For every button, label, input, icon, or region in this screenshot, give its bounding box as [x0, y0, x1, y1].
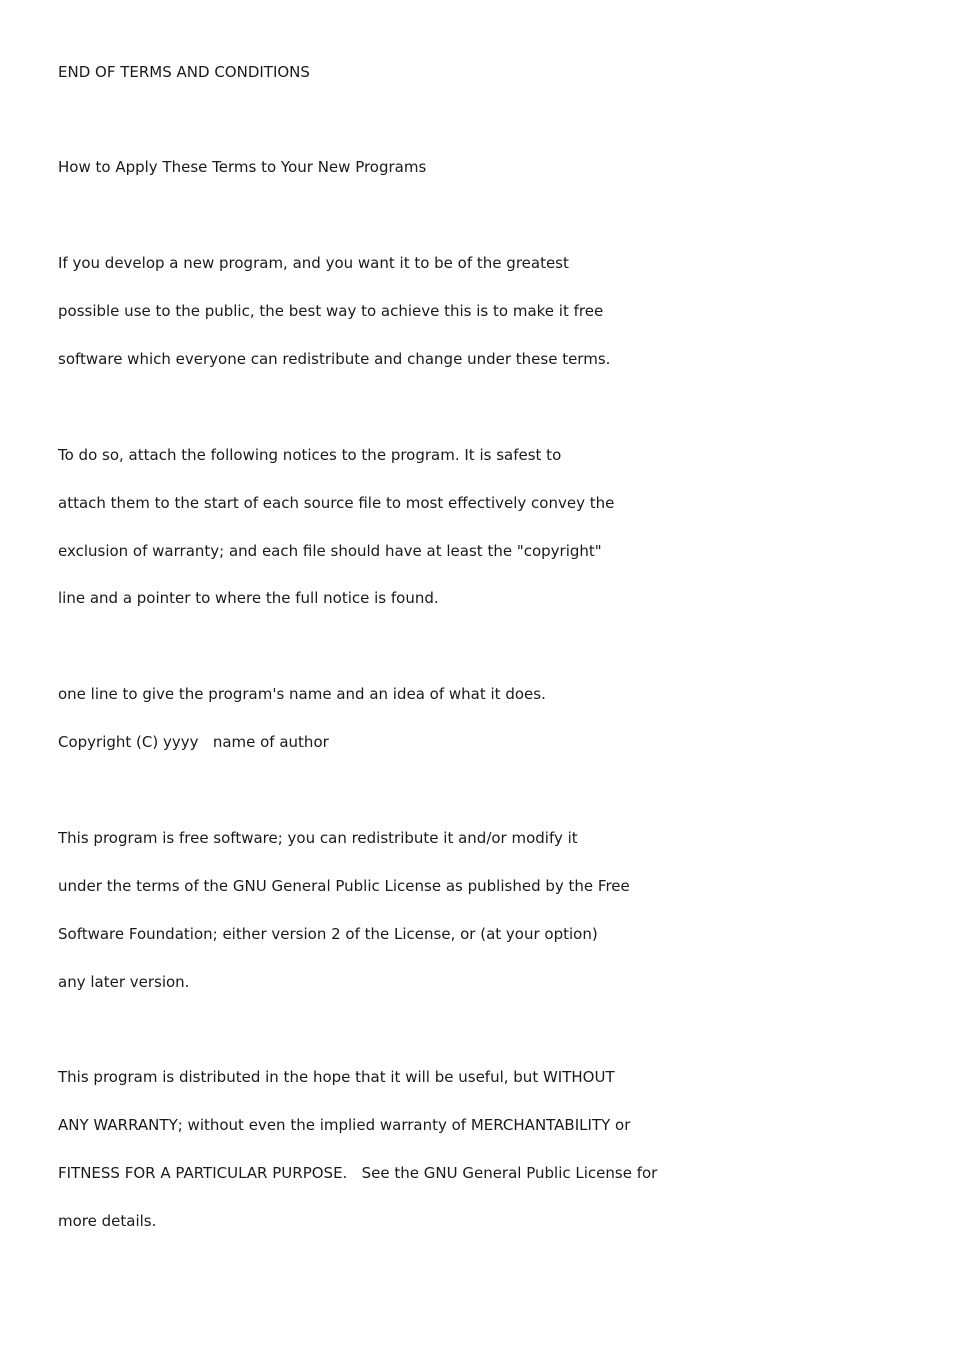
paragraph-line: This program is distributed in the hope that it will be useful, but WITHOUT	[58, 1068, 615, 1086]
paragraph-line: possible use to the public, the best way to achieve this is to make it free	[58, 302, 604, 320]
paragraph-line: Software Foundation; either version 2 of the License, or (at your option)	[58, 925, 598, 943]
paragraph-line: under the terms of the GNU General Public License as published by the Free	[58, 877, 630, 895]
notice-copyright-line: Copyright (C) yyyy name of author	[58, 733, 329, 751]
paragraph-line: more details.	[58, 1212, 157, 1230]
heading-end-of-terms: END OF TERMS AND CONDITIONS	[58, 63, 310, 81]
paragraph-line: This program is free software; you can redistribute it and/or modify it	[58, 829, 578, 847]
paragraph-line: FITNESS FOR A PARTICULAR PURPOSE. See the GNU General Public License for	[58, 1164, 658, 1182]
notice-program-name-line: one line to give the program's name and an idea of what it does.	[58, 685, 546, 703]
paragraph-line: To do so, attach the following notices to the program. It is safest to	[58, 446, 562, 464]
paragraph-line: ANY WARRANTY; without even the implied warranty of MERCHANTABILITY or	[58, 1116, 631, 1134]
paragraph-line: attach them to the start of each source file to most effectively convey the	[58, 494, 615, 512]
paragraph-line: exclusion of warranty; and each file should have at least the "copyright"	[58, 542, 602, 560]
paragraph-line: software which everyone can redistribute and change under these terms.	[58, 350, 611, 368]
heading-how-to-apply: How to Apply These Terms to Your New Programs	[58, 158, 427, 176]
paragraph-line: line and a pointer to where the full notice is found.	[58, 589, 439, 607]
paragraph-line: any later version.	[58, 973, 190, 991]
paragraph-line: If you develop a new program, and you want it to be of the greatest	[58, 254, 569, 272]
